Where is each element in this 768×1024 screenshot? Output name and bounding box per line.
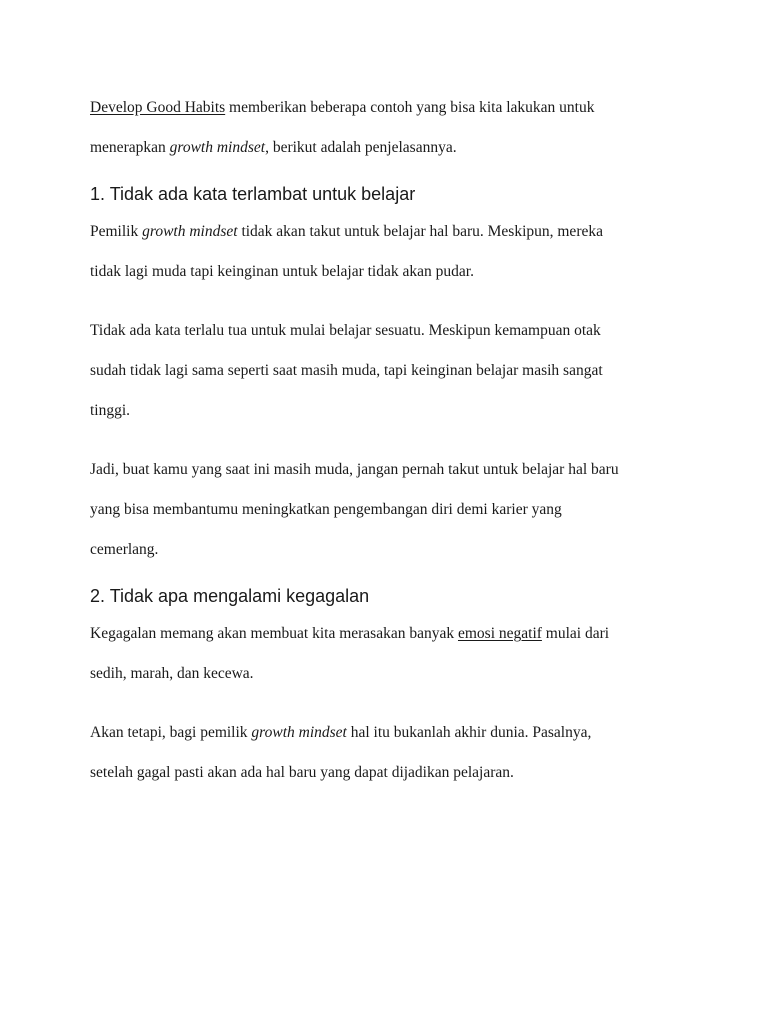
s2-p2-line-2: setelah gagal pasti akan ada hal baru yang dapat dijadikan pelajaran. xyxy=(90,764,514,781)
intro-text-1: memberikan beberapa contoh yang bisa kita lakukan untuk xyxy=(225,99,595,116)
s1-p1-line-2: tidak lagi muda tapi keinginan untuk belajar tidak akan pudar. xyxy=(90,263,474,280)
intro-text-2: menerapkan xyxy=(90,139,170,156)
s2-p2-emphasis: growth mindset xyxy=(251,724,347,741)
intro-line-1 xyxy=(90,88,690,128)
intro-line-2 xyxy=(90,128,690,168)
s1-p1-line-1 xyxy=(90,212,690,252)
s1-p2-line-2: sudah tidak lagi sama seperti saat masih muda, tapi keinginan belajar masih sangat xyxy=(90,362,603,379)
s1-p2-line-1: Tidak ada kata terlalu tua untuk mulai belajar sesuatu. Meskipun kemampuan otak xyxy=(90,322,601,339)
section2-heading: 2. Tidak apa mengalami kegagalan xyxy=(90,586,370,606)
section1-heading: 1. Tidak ada kata terlambat untuk belajar xyxy=(90,184,416,204)
s1-p1-emphasis: growth mindset xyxy=(142,223,238,240)
s1-p1-text-a: Pemilik xyxy=(90,223,143,240)
s2-p2-text-b: hal itu bukanlah akhir dunia. Pasalnya, xyxy=(346,724,592,741)
s1-p3-line-2: yang bisa membantumu meningkatkan pengembangan diri demi karier yang xyxy=(90,501,562,518)
document-content xyxy=(90,88,690,793)
s2-p2-line-1 xyxy=(90,713,690,753)
develop-good-habits-link[interactable]: Develop Good Habits xyxy=(90,99,226,116)
s2-p1-line-1 xyxy=(90,614,690,654)
emosi-negatif-link[interactable]: emosi negatif xyxy=(457,625,542,642)
s2-p2-text-a: Akan tetapi, bagi pemilik xyxy=(90,724,252,741)
s1-p1-text-b: tidak akan takut untuk belajar hal baru. Meskipun, mereka xyxy=(237,223,603,240)
s1-p3-line-1: Jadi, buat kamu yang saat ini masih muda, jangan pernah takut untuk belajar hal baru xyxy=(90,461,619,478)
intro-text-3: , berikut adalah penjelasannya. xyxy=(265,139,457,156)
s2-p1-text-b: mulai dari xyxy=(541,625,610,642)
s2-p1-line-2: sedih, marah, dan kecewa. xyxy=(90,665,254,682)
intro-emphasis: growth mindset xyxy=(169,139,266,156)
s1-p2-line-3: tinggi. xyxy=(90,402,131,419)
s2-p1-text-a: Kegagalan memang akan membuat kita merasakan banyak xyxy=(90,625,458,642)
s1-p3-line-3: cemerlang. xyxy=(90,541,159,558)
